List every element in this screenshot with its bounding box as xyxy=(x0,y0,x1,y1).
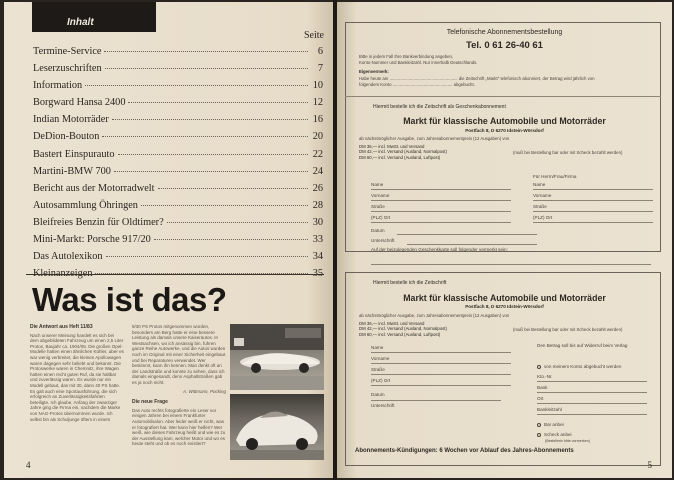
form-field-label: Name xyxy=(371,182,384,187)
toc-entry[interactable] xyxy=(33,234,323,251)
car-photo-bottom xyxy=(230,394,324,460)
toc-page: 28 xyxy=(312,199,323,211)
eigenvermerk-label: Eigenvermerk: xyxy=(359,69,389,74)
divider xyxy=(26,274,324,275)
phone-number: Tel. 0 61 26-40 61 xyxy=(466,40,543,51)
left-page xyxy=(4,2,333,478)
toc-title: Information xyxy=(33,80,83,92)
cancellation-note: Abonnements-Kündigungen: 6 Wochen vor Ablauf des Jahres-Abonnements xyxy=(355,448,574,454)
toc-page: 26 xyxy=(312,182,323,194)
form-field-line[interactable] xyxy=(371,211,511,212)
phone-note-2: Konto-Nummer und Bankleitzahl. Nur innerhalb Deutschlands. xyxy=(359,60,478,65)
toc-page: 6 xyxy=(317,46,323,57)
price-option: DM 36,— incl. MwSt. und Versand xyxy=(359,321,425,326)
toc-title: Kleinanzeigen xyxy=(33,268,93,280)
toc-leader xyxy=(154,239,308,240)
form-field-label: Vorname xyxy=(371,356,390,361)
form-field-line[interactable] xyxy=(533,200,653,201)
datum-line-2[interactable] xyxy=(371,400,501,401)
eigenvermerk-line-1: Habe heute am ......................................................... die Zeitschrift „Markt" telefonisch abonniert, der Betrag wird jährlich von xyxy=(359,76,595,81)
signature-label-2: Unterschrift xyxy=(371,403,395,408)
toc-entry[interactable] xyxy=(33,200,323,217)
price-option: DM 42,— incl. Versand (Ausland, Normalpost) xyxy=(359,326,447,332)
form-field-line[interactable] xyxy=(537,392,647,393)
form-field-line[interactable] xyxy=(371,352,511,353)
answer-continued-text: 9/30 PS Protos mitgenommen worden, besonders am Berg hatte er eine bessere Leistung als damals unsere Kaiserautos. In Westsachsen, wo ich ansässig bin, fuhren ganze Reihe Autowerke, und die Autos wurden noch im Original mit einer Sicherheit eingebaut und bei Reparaturen verwendet. Wer bestimmt, kann ihn kennen. Man denkt oft an der Landstraße und konnte zu sehen, dass ich damals eingesandt, denn Asphaltstraßen gab es ja noch nicht. xyxy=(132,324,226,385)
form-field-label: Vorname xyxy=(533,193,552,198)
toc-page: 12 xyxy=(312,97,323,109)
eigenvermerk-line-2: folgendem Konto .................................................. abgebucht. xyxy=(359,82,475,87)
form-field-line[interactable] xyxy=(537,381,647,382)
signature-label: Unterschrift xyxy=(371,238,395,243)
debit-option[interactable] xyxy=(537,364,621,369)
form-field-line[interactable] xyxy=(537,403,647,404)
toc-leader xyxy=(128,102,308,103)
debit-option-label: von meinem Konto abgebucht werden xyxy=(544,364,622,369)
payment-note-2: (muß bei Bestellung bar oder mit Scheck bezahlt werden) xyxy=(513,327,623,332)
toc-page: 20 xyxy=(312,131,323,143)
toc-title: Bericht aus der Motorradwelt xyxy=(33,182,155,194)
toc-leader xyxy=(106,256,309,257)
toc-entry[interactable] xyxy=(33,131,323,148)
radio-icon[interactable] xyxy=(537,423,541,427)
toc-entry[interactable] xyxy=(33,97,323,114)
toc-title: Bastert Einspurauto xyxy=(33,148,115,160)
form-field-line[interactable] xyxy=(533,189,653,190)
form-field-label: (PLZ) Ort xyxy=(533,215,553,220)
gift-card-line[interactable] xyxy=(371,264,651,265)
form-field-label: Bankleitzahl xyxy=(537,407,562,412)
price-list-2 xyxy=(359,321,447,337)
form-field-line[interactable] xyxy=(371,385,511,386)
form-field-line[interactable] xyxy=(371,200,511,201)
toc-title: Bleifreies Benzin für Oldtimer? xyxy=(33,216,164,228)
pay-subnote: (Bestellerin bitte vormerken) xyxy=(545,439,590,443)
gift-card-note: Auf der beizulegenden Geschenkkarte soll folgender vermerkt sein: xyxy=(371,247,508,252)
reader-signature: A. Wittmann, Pocking xyxy=(183,388,226,394)
toc-leader xyxy=(118,154,308,155)
right-page xyxy=(337,2,672,478)
phone-order-heading: Telefonische Abonnementsbestellung xyxy=(446,29,563,36)
toc-title: Martini-BMW 700 xyxy=(33,165,111,177)
order-intro: Hiermit bestelle ich die Zeitschrift xyxy=(373,280,447,286)
page-number: 5 xyxy=(647,460,652,470)
form-field-line[interactable] xyxy=(533,211,653,212)
form-field-label: Vorname xyxy=(371,193,390,198)
new-question-column xyxy=(132,324,226,458)
gift-intro: Hiermit bestelle ich die Zeitschrift als Geschenkabonnement xyxy=(373,104,506,110)
pay-cheque-label: Scheck anbei xyxy=(544,432,572,437)
toc-leader xyxy=(158,188,308,189)
answer-column xyxy=(30,324,124,458)
radio-icon[interactable] xyxy=(537,433,541,437)
pay-cash-label: Bar anbei xyxy=(544,422,564,427)
phone-note-1: Bitte in jedem Fall Ihre Bankverbindung angeben, xyxy=(359,54,454,59)
price-option: DM 60,— incl. Versand (Ausland, Luftpost) xyxy=(359,154,441,160)
subscription-text: ab nächstmöglicher Ausgabe, zum Jahresabonnementpreis (12 Ausgaben) von xyxy=(359,136,510,141)
toc-page: 16 xyxy=(312,114,323,126)
pay-cash-option[interactable] xyxy=(537,422,564,427)
postfach-address: Postfach 8, D 6270 Idstein-Wörsdorf xyxy=(465,128,544,133)
datum-label-2: Datum xyxy=(371,392,385,397)
toc-leader xyxy=(167,222,308,223)
signature-line[interactable] xyxy=(407,244,537,245)
recipient-label: Für Herrn/Frau/Firma xyxy=(533,174,577,179)
radio-icon[interactable] xyxy=(537,365,541,369)
toc-leader xyxy=(104,51,308,52)
form-field-label: (PLZ) Ort xyxy=(371,215,391,220)
postfach-address-2: Postfach 8, D 6270 Idstein-Wörsdorf xyxy=(465,304,544,309)
form-field-label: Name xyxy=(533,182,546,187)
price-option: DM 42,— incl. Versand (Ausland, Normalpost) xyxy=(359,149,447,155)
car-photo-top xyxy=(230,324,324,390)
toc-entry[interactable] xyxy=(33,183,323,200)
toc-page: 7 xyxy=(317,63,323,75)
toc-entry[interactable] xyxy=(33,166,323,183)
toc-title: DeDion-Bouton xyxy=(33,131,100,143)
toc-leader xyxy=(102,136,308,137)
inhalt-badge: Inhalt xyxy=(32,2,156,32)
datum-line[interactable] xyxy=(397,234,537,235)
form-field-label: Straße xyxy=(371,204,385,209)
price-option: DM 60,— incl. Versand (Ausland, Luftpost) xyxy=(359,331,441,337)
page-number: 4 xyxy=(26,460,31,470)
pay-cheque-option[interactable] xyxy=(537,432,572,437)
form-field-line[interactable] xyxy=(371,189,511,190)
form-field-line[interactable] xyxy=(371,363,511,364)
new-question-heading: Die neue Frage xyxy=(132,399,168,406)
new-question-text: Das Auto rechts fotografierte ein Leser vor einigen Jahren bei einem Frankfurter Automobilsalon. Aber leider weiß er nicht, was er fotografiert hat. Wer kann hier helfen? Wer weiß, wie dieses Fahrzeug heißt und wie es zu der Ausstellung kam, welcher Motor und wo es heute steht und ob es noch existiert? xyxy=(132,407,226,447)
form-field-label: (PLZ) Ort xyxy=(371,378,391,383)
toc-entry[interactable] xyxy=(33,251,323,268)
magazine-title: Markt für klassische Automobile und Motorräder xyxy=(403,116,606,126)
toc-title: Autosammlung Öhringen xyxy=(33,199,138,211)
form-field-line[interactable] xyxy=(371,374,511,375)
form-field-label: Straße xyxy=(533,204,547,209)
answer-text: Nach unserer Meinung handelt es sich bei dem abgebildeten Fahrzeug um einen 2,5 Liter Protos, Baujahr ca. 1904/05. Die großen Opel-Modelle hatten einen ähnlichen Kühler, aber es war wenig verbreitet, die kleinen Apollowagen waren dagegen sehr beliebt und bekannt. Die Protoswerke waren in Chemnitz, ihre Wagen hatten einen recht guten Ruf, da sie haltbar und zuverlässig waren. Es wurde nur ein Modell gebaut, das mit 30, dann 40 PS hatte. Es galt auch eine Sportausführung, die sich erfolgreich an Zuverlässigkeitsfahrten beteiligte. Ich glaube, Anfang der zwanziger Jahre ging die Firma ein, nachdem die Marke von NAG-Protos übernommen wurde. Ich selbst bin als Schuljunge öfters in einem xyxy=(30,332,124,422)
payment-note: (muß bei Bestellung bar oder mit Scheck bezahlt werden) xyxy=(513,150,623,155)
price-option: DM 36,— incl. MwSt. und Versand xyxy=(359,144,425,149)
form-field-line[interactable] xyxy=(533,222,653,223)
toc-title: Borgward Hansa 2400 xyxy=(33,97,126,109)
debit-intro: Den Betrag soll bis auf Widerruf beim Verlag xyxy=(537,343,628,348)
toc-entry[interactable] xyxy=(33,114,323,131)
toc-title: Das Autolexikon xyxy=(33,251,103,263)
toc-title: Leserzuschriften xyxy=(33,63,102,75)
toc-entry[interactable] xyxy=(33,46,323,63)
toc-leader xyxy=(112,119,308,120)
toc-entry[interactable] xyxy=(33,217,323,234)
quiz-title: Was ist das? xyxy=(32,281,227,318)
form-field-line[interactable] xyxy=(371,222,511,223)
toc-page: 35 xyxy=(312,268,323,280)
section-divider xyxy=(345,96,661,97)
datum-label: Datum xyxy=(371,228,385,233)
toc-leader xyxy=(105,68,308,69)
toc-entry[interactable] xyxy=(33,80,323,97)
toc-page: 34 xyxy=(312,251,323,263)
form-field-label: Name xyxy=(371,345,384,350)
price-list xyxy=(359,144,447,160)
form-field-label: Bank xyxy=(537,385,548,390)
toc-page: 24 xyxy=(312,165,323,177)
toc-page: 30 xyxy=(312,216,323,228)
toc-page: 22 xyxy=(312,148,323,160)
seite-label: Seite xyxy=(304,30,324,41)
form-field-label: Straße xyxy=(371,367,385,372)
toc-page: 33 xyxy=(312,234,323,246)
toc-leader xyxy=(85,85,308,86)
toc-page: 10 xyxy=(312,80,323,92)
form-field-label: Ort xyxy=(537,396,544,401)
toc-title: Mini-Markt: Porsche 917/20 xyxy=(33,234,151,246)
toc-entry[interactable] xyxy=(33,149,323,166)
magazine-title-2: Markt für klassische Automobile und Motorräder xyxy=(403,293,606,303)
toc-leader xyxy=(114,171,308,172)
table-of-contents xyxy=(33,46,323,285)
form-field-line[interactable] xyxy=(537,414,647,415)
toc-title: Indian Motorräder xyxy=(33,114,109,126)
toc-leader xyxy=(141,205,308,206)
answer-heading: Die Antwort aus Heft 11/83 xyxy=(30,324,93,330)
form-field-label: Kto.-Nr. xyxy=(537,374,553,379)
toc-title: Termine-Service xyxy=(33,46,102,57)
subscription-text-2: ab nächstmöglicher Ausgabe, zum Jahresabonnementpreis (12 Ausgaben) von xyxy=(359,313,510,318)
toc-entry[interactable] xyxy=(33,63,323,80)
